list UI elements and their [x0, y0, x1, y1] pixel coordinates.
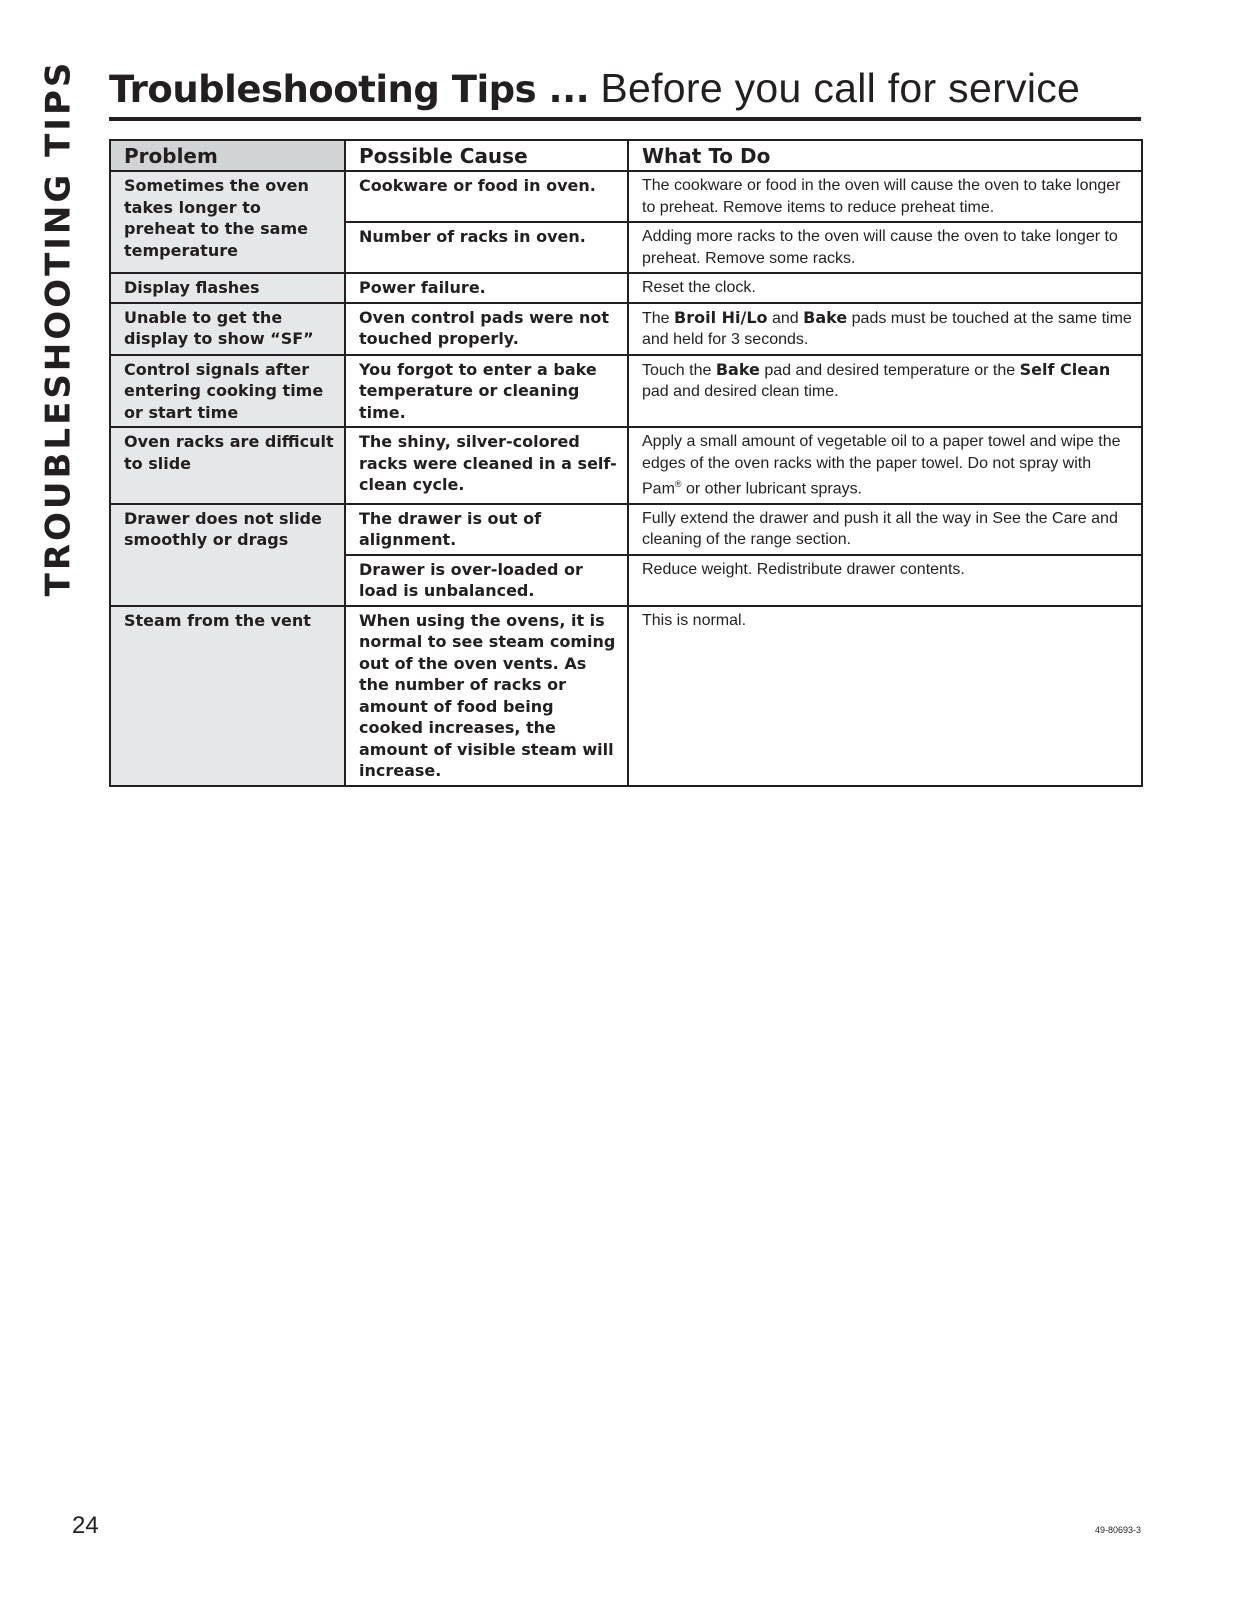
todo-cell	[628, 222, 1142, 273]
table-header-row	[110, 140, 1142, 171]
table-row	[110, 504, 1142, 555]
todo-text: pad and desired clean time.	[642, 383, 839, 400]
todo-text: Reset the clock.	[642, 279, 756, 296]
troubleshooting-table	[109, 139, 1143, 787]
todo-text: Touch the	[642, 361, 716, 379]
cause-cell: Drawer is over-loaded or load is unbalanced.	[345, 555, 628, 606]
table-row	[110, 303, 1142, 355]
todo-text: pads must be touched at the same time and held for 3 seconds.	[642, 309, 1132, 348]
table-row	[110, 606, 1142, 786]
header-possible-cause: Possible Cause	[345, 140, 628, 171]
cause-cell: When using the ovens, it is normal to see steam coming out of the oven vents. As the number of racks or amount of food being cooked increases, the amount of visible steam will increase.	[345, 606, 628, 786]
problem-cell: Unable to get the display to show “SF”	[110, 303, 345, 355]
side-section-tab-label: TROUBLESHOOTING TIPS	[38, 59, 79, 597]
todo-text: Reduce weight. Redistribute drawer contents.	[642, 560, 965, 578]
cause-cell: You forgot to enter a bake temperature or cleaning time.	[345, 355, 628, 428]
table-row	[110, 427, 1142, 504]
cause-cell: Power failure.	[345, 273, 628, 303]
table-row	[110, 355, 1142, 428]
todo-cell	[628, 504, 1142, 555]
todo-text: Apply a small amount of vegetable oil to a paper towel and wipe the edges of the oven racks with the paper towel. Do not spray with Pam	[642, 433, 1121, 498]
todo-text: The cookware or food in the oven will cause the oven to take longer to preheat. Remove items to reduce preheat time.	[642, 177, 1121, 216]
todo-bold-text: Bake	[803, 307, 848, 327]
todo-cell	[628, 555, 1142, 606]
todo-cell	[628, 427, 1142, 504]
todo-text: and	[767, 309, 804, 327]
todo-text: pad and desired temperature or the	[759, 361, 1020, 379]
todo-bold-text: Bake	[715, 359, 760, 379]
problem-cell: Oven racks are difficult to slide	[110, 427, 345, 504]
page-number: 24	[72, 1512, 99, 1539]
table-row	[110, 273, 1142, 303]
side-section-tab	[36, 59, 80, 597]
todo-text: Adding more racks to the oven will cause the oven to take longer to preheat. Remove some racks.	[642, 228, 1118, 267]
page-title-strong: Troubleshooting Tips ...	[109, 68, 590, 111]
problem-cell: Display flashes	[110, 273, 345, 303]
cause-cell: Number of racks in oven.	[345, 222, 628, 273]
problem-cell: Drawer does not slide smoothly or drags	[110, 504, 345, 606]
todo-text: or other lubricant sprays.	[681, 480, 863, 498]
page-title-light: Before you call for service	[600, 65, 1081, 111]
todo-text: This is normal.	[642, 611, 747, 629]
document-code: 49-80693-3	[1094, 1525, 1141, 1535]
todo-bold-text: Self Clean	[1019, 359, 1111, 379]
todo-cell	[628, 171, 1142, 222]
header-what-to-do: What To Do	[628, 140, 1142, 171]
cause-cell: Cookware or food in oven.	[345, 171, 628, 222]
todo-text: The	[642, 309, 675, 327]
registered-mark: ®	[674, 479, 682, 489]
todo-text: Fully extend the drawer and push it all the way in See the Care and cleaning of the range section.	[642, 509, 1118, 549]
todo-cell	[628, 303, 1142, 355]
todo-bold-text: Broil Hi/Lo	[674, 307, 768, 327]
cause-cell: Oven control pads were not touched properly.	[345, 303, 628, 355]
cause-cell: The drawer is out of alignment.	[345, 504, 628, 555]
todo-cell	[628, 273, 1142, 303]
todo-cell	[628, 355, 1142, 428]
problem-cell: Control signals after entering cooking time or start time	[110, 355, 345, 428]
table-row	[110, 171, 1142, 222]
problem-cell: Steam from the vent	[110, 606, 345, 786]
cause-cell: The shiny, silver-colored racks were cleaned in a self-clean cycle.	[345, 427, 628, 504]
title-rule	[109, 117, 1141, 121]
header-problem: Problem	[110, 140, 345, 171]
problem-cell: Sometimes the oven takes longer to preheat to the same temperature	[110, 171, 345, 273]
todo-cell	[628, 606, 1142, 786]
page-title	[109, 64, 1141, 114]
